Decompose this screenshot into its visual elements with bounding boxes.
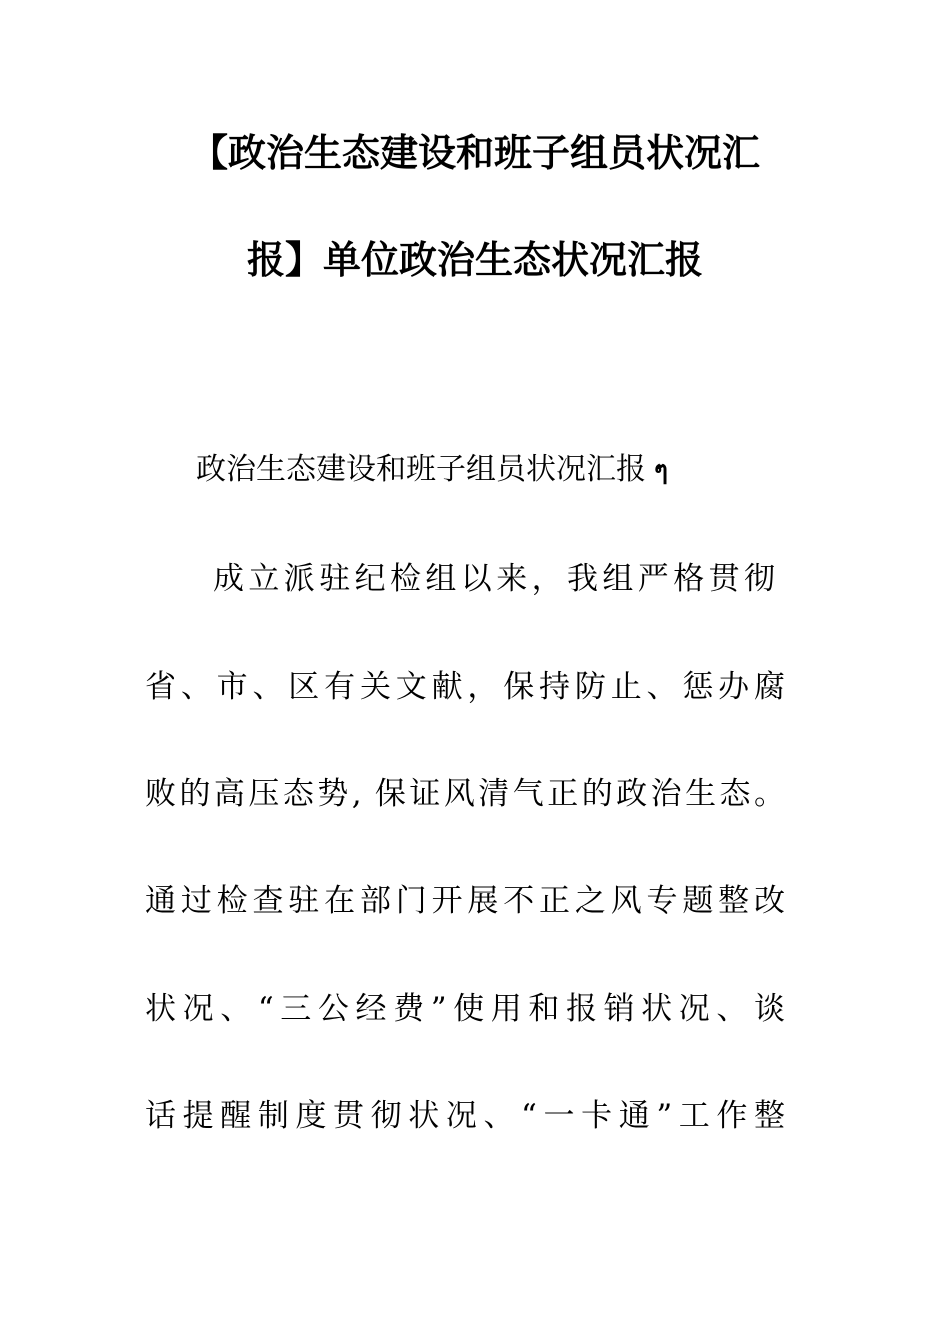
body-line-6: 话提醒制度贯彻状况、“一卡通”工作整 bbox=[145, 1098, 785, 1134]
subtitle-text: 政治生态建设和班子组员状况汇报 bbox=[196, 452, 646, 487]
body-line-5: 状况、“三公经费”使用和报销状况、谈 bbox=[145, 991, 785, 1027]
body-line-4: 通过检查驻在部门开展不正之风专题整改 bbox=[145, 883, 785, 919]
body-line-1: 成立派驻纪检组以来，我组严格贯彻 bbox=[213, 561, 775, 597]
document-subtitle bbox=[196, 450, 668, 491]
subtitle-mark: ๆ bbox=[654, 456, 668, 486]
body-line-3: 败的高压态势, 保证风清气正的政治生态。 bbox=[145, 776, 785, 812]
document-title-line-1: 【政治生态建设和班子组员状况汇 bbox=[189, 131, 760, 175]
body-line-2: 省、市、区有关文献，保持防止、惩办腐 bbox=[145, 669, 785, 705]
document-title-line-2: 报】单位政治生态状况汇报 bbox=[246, 238, 703, 282]
